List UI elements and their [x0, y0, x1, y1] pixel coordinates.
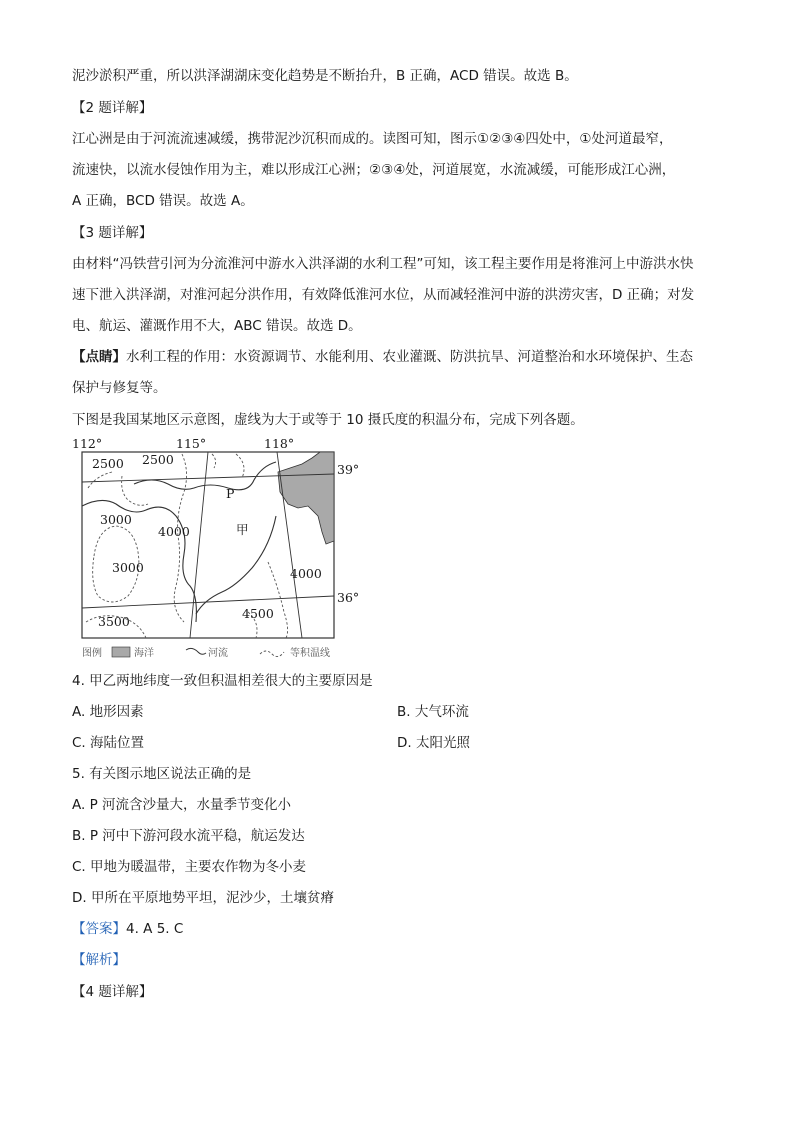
question-option: D. 太阳光照 — [397, 735, 470, 751]
longitude-label: 118° — [264, 436, 295, 451]
legend-isotherm-symbol — [260, 651, 284, 657]
tip-tag: 【点睛】 — [72, 349, 126, 365]
isotherm-label: 4000 — [290, 566, 322, 581]
longitude-label: 115° — [176, 436, 207, 451]
isotherm-label: 3000 — [100, 512, 132, 527]
paragraph-line: 由材料“冯铁营引河为分流淮河中游水入洪泽湖的水利工程”可知，该工程主要作用是将淮河上中游洪水快 — [72, 256, 694, 272]
map-figure — [72, 436, 372, 662]
question-option: B. P 河中下游河段水流平稳，航运发达 — [72, 828, 305, 844]
paragraph-line: 流速快，以流水侵蚀作用为主，难以形成江心洲；②③④处，河道展宽，水流减缓，可能形成江心洲， — [72, 162, 676, 178]
place-label-jia: 甲 — [236, 522, 249, 537]
question-option: A. P 河流含沙量大，水量季节变化小 — [72, 797, 292, 813]
isotherm-label: 3500 — [98, 614, 130, 629]
section-heading-q2: 【2 题详解】 — [72, 100, 153, 116]
longitude-label: 112° — [72, 436, 103, 451]
question-option: B. 大气环流 — [397, 704, 469, 720]
paragraph-line: 电、航运、灌溉作用不大，ABC 错误。故选 D。 — [72, 318, 362, 334]
legend-ocean-swatch — [112, 647, 130, 657]
answer-tag: 【答案】 — [72, 921, 126, 937]
place-label-p: P — [226, 486, 235, 501]
question-option: D. 甲所在平原地势平坦，泥沙少，土壤贫瘠 — [72, 890, 334, 906]
isotherm-label: 2500 — [92, 456, 124, 471]
section-heading-q3: 【3 题详解】 — [72, 225, 153, 241]
figure-intro: 下图是我国某地区示意图，虚线为大于或等于 10 摄氏度的积温分布，完成下列各题。 — [72, 412, 584, 428]
legend-isotherm-label: 等积温线 — [290, 648, 330, 659]
question-option: C. 海陆位置 — [72, 735, 145, 751]
tip-paragraph — [72, 347, 693, 367]
answer-text: 4. A 5. C — [126, 921, 184, 937]
latitude-label: 36° — [337, 590, 360, 605]
question-option: A. 地形因素 — [72, 704, 144, 720]
map-svg — [72, 436, 372, 662]
paragraph-line: 速下泄入洪泽湖，对淮河起分洪作用，有效降低淮河水位，从而减轻淮河中游的洪涝灾害，D 正确；对发 — [72, 287, 695, 303]
paragraph-line: A 正确，BCD 错误。故选 A。 — [72, 193, 254, 209]
isotherm-label: 4500 — [242, 606, 274, 621]
isotherm-label: 2500 — [142, 452, 174, 467]
paragraph-line: 泥沙淤积严重，所以洪泽湖湖床变化趋势是不断抬升，B 正确，ACD 错误。故选 B。 — [72, 68, 578, 84]
section-heading-q4: 【4 题详解】 — [72, 984, 153, 1000]
legend-river-label: 河流 — [208, 648, 228, 659]
legend-river-symbol — [186, 648, 206, 654]
isotherm-label: 4000 — [158, 524, 190, 539]
latitude-label: 39° — [337, 462, 360, 477]
answer-line — [72, 919, 183, 939]
paragraph-line: 江心洲是由于河流流速减缓，携带泥沙沉积而成的。读图可知，图示①②③④四处中，①处河道最窄， — [72, 131, 673, 147]
question-stem: 4. 甲乙两地纬度一致但积温相差很大的主要原因是 — [72, 673, 373, 689]
paragraph-line: 保护与修复等。 — [72, 380, 167, 396]
question-option: C. 甲地为暖温带，主要农作物为冬小麦 — [72, 859, 307, 875]
legend-title: 图例 — [82, 648, 102, 659]
tip-text: 水利工程的作用：水资源调节、水能利用、农业灌溉、防洪抗旱、河道整治和水环境保护、生态 — [126, 349, 693, 365]
question-stem: 5. 有关图示地区说法正确的是 — [72, 766, 252, 782]
isotherm-label: 3000 — [112, 560, 144, 575]
legend-ocean-label: 海洋 — [134, 648, 154, 659]
analysis-heading: 【解析】 — [72, 952, 126, 968]
